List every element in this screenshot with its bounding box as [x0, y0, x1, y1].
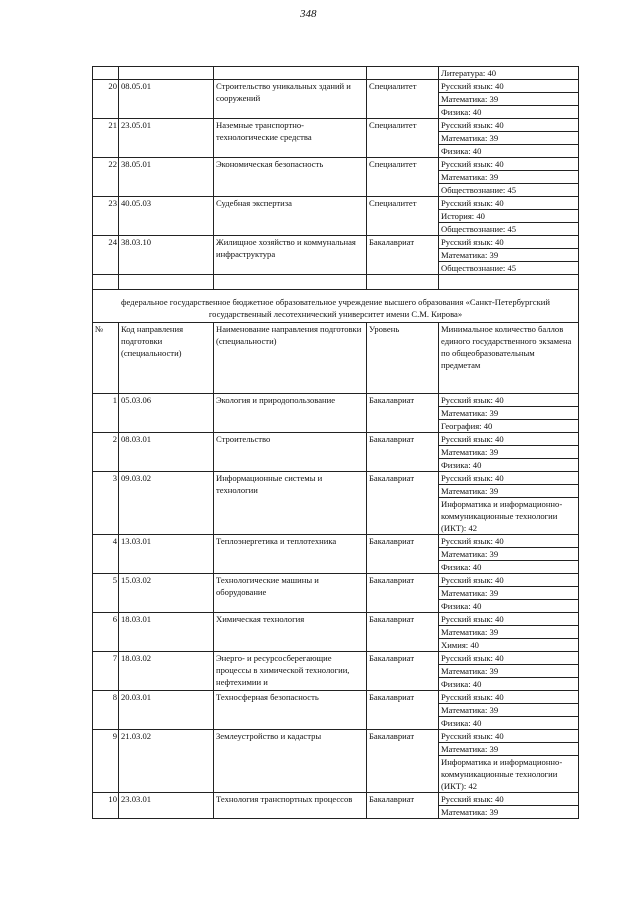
cell-num: 5: [93, 574, 119, 613]
score-line: Физика: 40: [439, 716, 578, 729]
score-line: Обществознание: 45: [439, 183, 578, 196]
score-line: Физика: 40: [439, 560, 578, 573]
score-line: Математика: 39: [439, 170, 578, 183]
cell-code: 40.05.03: [119, 197, 214, 236]
cell-name: Наземные транспортно-технологические средства: [214, 119, 367, 158]
header-num: №: [93, 323, 119, 394]
cell-name: Энерго- и ресурсосберегающие процессы в химической технологии, нефтехимии и: [214, 652, 367, 691]
cell-code: 05.03.06: [119, 394, 214, 433]
cell-name: Технология транспортных процессов: [214, 793, 367, 819]
cell-code: 08.03.01: [119, 433, 214, 472]
score-line: Русский язык: 40: [441, 536, 504, 546]
cell-code: 13.03.01: [119, 535, 214, 574]
score-line: Химия: 40: [439, 638, 578, 651]
score-line: Обществознание: 45: [439, 222, 578, 235]
cell-level: Бакалавриат: [367, 433, 439, 472]
score-line: Математика: 39: [439, 664, 578, 677]
score-line: Русский язык: 40: [441, 120, 504, 130]
header-scores: Минимальное количество баллов единого государственного экзамена по общеобразовательным предметам: [439, 323, 579, 394]
cell-code: 38.05.01: [119, 158, 214, 197]
spacer-row: [93, 275, 579, 290]
cell-level: Специалитет: [367, 197, 439, 236]
table2-body: [93, 394, 579, 819]
cell-scores: [439, 394, 579, 433]
cell-num: 2: [93, 433, 119, 472]
cell-name: Экономическая безопасность: [214, 158, 367, 197]
table-row: [93, 730, 579, 793]
cell-scores: [439, 793, 579, 819]
cell-level: Бакалавриат: [367, 793, 439, 819]
cell-scores: [439, 433, 579, 472]
cell-scores: [439, 197, 579, 236]
score-line: Физика: 40: [439, 599, 578, 612]
score-line: Русский язык: 40: [441, 237, 504, 247]
cell-level: Бакалавриат: [367, 236, 439, 275]
cell-code: 20.03.01: [119, 691, 214, 730]
cell-level: Бакалавриат: [367, 691, 439, 730]
score-line: Русский язык: 40: [441, 731, 504, 741]
cell-name: Информационные системы и технологии: [214, 472, 367, 535]
cell-code: 23.05.01: [119, 119, 214, 158]
cell-name: Химическая технология: [214, 613, 367, 652]
cell-level: Бакалавриат: [367, 394, 439, 433]
cell-num: 10: [93, 793, 119, 819]
cell-name: Строительство уникальных зданий и сооружений: [214, 80, 367, 119]
cell-code: 23.03.01: [119, 793, 214, 819]
cell-level: Специалитет: [367, 119, 439, 158]
cell-scores: [439, 574, 579, 613]
cell-num: 22: [93, 158, 119, 197]
score-line: Русский язык: 40: [441, 614, 504, 624]
cell-code: 38.03.10: [119, 236, 214, 275]
cell-num: 23: [93, 197, 119, 236]
score-line: Информатика и информационно-коммуникационные технологии (ИКТ): 42: [439, 755, 578, 792]
score-line: Физика: 40: [439, 144, 578, 157]
cell-num: 4: [93, 535, 119, 574]
cell-name: Экология и природопользование: [214, 394, 367, 433]
cell-scores: [439, 613, 579, 652]
table-row: [93, 535, 579, 574]
cell-num: 1: [93, 394, 119, 433]
cell-level: Бакалавриат: [367, 730, 439, 793]
cell-level: Бакалавриат: [367, 574, 439, 613]
cell-scores: [439, 535, 579, 574]
table-row: [93, 793, 579, 819]
score-line: Математика: 39: [439, 131, 578, 144]
cell-name: Техносферная безопасность: [214, 691, 367, 730]
score-line: Русский язык: 40: [441, 434, 504, 444]
table-row: [93, 433, 579, 472]
score-line: Русский язык: 40: [441, 81, 504, 91]
cell-level: Бакалавриат: [367, 472, 439, 535]
cell-code: 18.03.01: [119, 613, 214, 652]
header-name: Наименование направления подготовки (специальности): [214, 323, 367, 394]
cell-num: 3: [93, 472, 119, 535]
score-line: Математика: 39: [439, 248, 578, 261]
cell-level: Бакалавриат: [367, 535, 439, 574]
cell-num: 6: [93, 613, 119, 652]
cell-scores: [439, 158, 579, 197]
table-row: [93, 691, 579, 730]
cell-scores: [439, 730, 579, 793]
score-line: Математика: 39: [439, 586, 578, 599]
cell-scores: [439, 67, 579, 80]
cell-scores: [439, 119, 579, 158]
header-row: [93, 323, 579, 394]
score-line: Математика: 39: [439, 484, 578, 497]
cell-level: Специалитет: [367, 158, 439, 197]
score-line: Русский язык: 40: [441, 653, 504, 663]
cell-code: 08.05.01: [119, 80, 214, 119]
admission-table: [92, 66, 579, 819]
table-row: [93, 394, 579, 433]
cell-level: Бакалавриат: [367, 652, 439, 691]
score-line: Русский язык: 40: [441, 395, 504, 405]
cell-name: Землеустройство и кадастры: [214, 730, 367, 793]
cell-code: 15.03.02: [119, 574, 214, 613]
score-line: Математика: 39: [439, 703, 578, 716]
table-row: [93, 613, 579, 652]
score-line: Математика: 39: [439, 625, 578, 638]
score-line: Русский язык: 40: [441, 575, 504, 585]
cell-name: Строительство: [214, 433, 367, 472]
score-line: Математика: 39: [439, 445, 578, 458]
document-body: [92, 66, 572, 819]
cell-num: 24: [93, 236, 119, 275]
table-row: [93, 652, 579, 691]
cell-num: 20: [93, 80, 119, 119]
table-row: [93, 236, 579, 275]
cell-code: 21.03.02: [119, 730, 214, 793]
table-row: [93, 197, 579, 236]
cell-name: Жилищное хозяйство и коммунальная инфраструктура: [214, 236, 367, 275]
score-line: Литература: 40: [441, 68, 497, 78]
score-line: Информатика и информационно-коммуникационные технологии (ИКТ): 42: [439, 497, 578, 534]
cell-num: 21: [93, 119, 119, 158]
cell-scores: [439, 691, 579, 730]
score-line: Физика: 40: [439, 105, 578, 118]
cell-code: [119, 67, 214, 80]
cell-num: 7: [93, 652, 119, 691]
score-line: География: 40: [439, 419, 578, 432]
cell-code: 09.03.02: [119, 472, 214, 535]
table1-body: [93, 67, 579, 275]
org-title-row: [93, 290, 579, 323]
cell-scores: [439, 236, 579, 275]
score-line: Математика: 39: [439, 547, 578, 560]
cell-scores: [439, 472, 579, 535]
table-row: [93, 119, 579, 158]
score-line: Русский язык: 40: [441, 794, 504, 804]
score-line: Русский язык: 40: [441, 473, 504, 483]
cell-num: 8: [93, 691, 119, 730]
cell-level: Специалитет: [367, 80, 439, 119]
table-row: [93, 472, 579, 535]
cell-num: [93, 67, 119, 80]
cell-name: Судебная экспертиза: [214, 197, 367, 236]
cell-code: 18.03.02: [119, 652, 214, 691]
score-line: Обществознание: 45: [439, 261, 578, 274]
cell-num: 9: [93, 730, 119, 793]
score-line: Русский язык: 40: [441, 198, 504, 208]
score-line: История: 40: [439, 209, 578, 222]
score-line: Физика: 40: [439, 677, 578, 690]
header-level: Уровень: [367, 323, 439, 394]
cell-level: [367, 67, 439, 80]
header-code: Код направления подготовки (специальности): [119, 323, 214, 394]
cell-name: [214, 67, 367, 80]
score-line: Математика: 39: [439, 805, 578, 818]
score-line: Математика: 39: [439, 742, 578, 755]
table-row: [93, 67, 579, 80]
score-line: Русский язык: 40: [441, 159, 504, 169]
score-line: Физика: 40: [439, 458, 578, 471]
org-title: федеральное государственное бюджетное образовательное учреждение высшего образования «Санкт-Петербургский государственный лесотехнический университет имени С.М. Кирова»: [93, 290, 579, 323]
page-number: 348: [300, 8, 317, 20]
cell-level: Бакалавриат: [367, 613, 439, 652]
score-line: Математика: 39: [439, 92, 578, 105]
table-row: [93, 80, 579, 119]
table-row: [93, 158, 579, 197]
table-row: [93, 574, 579, 613]
cell-scores: [439, 80, 579, 119]
score-line: Математика: 39: [439, 406, 578, 419]
cell-name: Теплоэнергетика и теплотехника: [214, 535, 367, 574]
score-line: Русский язык: 40: [441, 692, 504, 702]
cell-name: Технологические машины и оборудование: [214, 574, 367, 613]
cell-scores: [439, 652, 579, 691]
